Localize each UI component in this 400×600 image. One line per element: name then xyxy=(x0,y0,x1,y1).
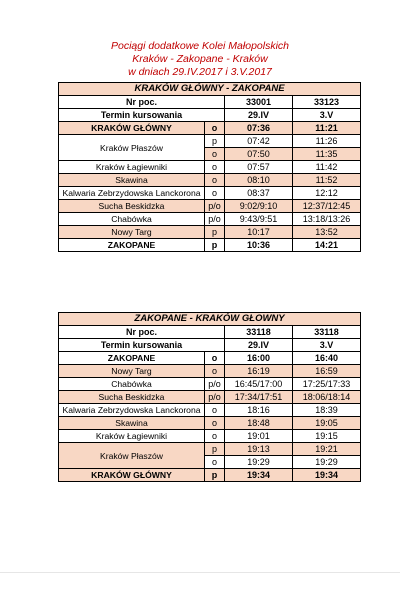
operating-dates-label: Termin kursowania xyxy=(59,339,225,352)
stop-type: p xyxy=(205,135,225,148)
station-name: ZAKOPANE xyxy=(59,239,205,252)
header-line-2: Kraków - Zakopane - Kraków xyxy=(132,53,268,65)
time-cell: 07:42 xyxy=(225,135,293,148)
table-row xyxy=(59,187,361,200)
time-cell: 07:50 xyxy=(225,148,293,161)
table-row xyxy=(59,378,361,391)
station-name: Sucha Beskidzka xyxy=(59,200,205,213)
operating-date: 29.IV xyxy=(225,109,293,122)
operating-date: 3.V xyxy=(293,109,361,122)
time-cell: 10:36 xyxy=(225,239,293,252)
station-name: Nowy Targ xyxy=(59,365,205,378)
stop-type: p xyxy=(205,469,225,482)
time-cell: 19:15 xyxy=(293,430,361,443)
time-cell: 16:59 xyxy=(293,365,361,378)
stop-type: p/o xyxy=(205,378,225,391)
time-cell: 19:13 xyxy=(225,443,293,456)
train-number: 33118 xyxy=(225,326,293,339)
time-cell: 07:57 xyxy=(225,161,293,174)
table-row xyxy=(59,443,361,456)
stop-type: p/o xyxy=(205,213,225,226)
time-cell: 18:16 xyxy=(225,404,293,417)
timetable-zakopane-krakow xyxy=(58,312,361,482)
time-cell: 19:34 xyxy=(225,469,293,482)
station-name: Kraków Płaszów xyxy=(59,443,205,469)
time-cell: 13:52 xyxy=(293,226,361,239)
time-cell: 18:06/18:14 xyxy=(293,391,361,404)
stop-type: p/o xyxy=(205,391,225,404)
time-cell: 9:02/9:10 xyxy=(225,200,293,213)
table-row xyxy=(59,122,361,135)
table-row xyxy=(59,404,361,417)
time-cell: 19:05 xyxy=(293,417,361,430)
timetable-krakow-zakopane xyxy=(58,82,361,252)
stop-type: p xyxy=(205,443,225,456)
train-number: 33118 xyxy=(293,326,361,339)
station-name: Skawina xyxy=(59,174,205,187)
station-name: Nowy Targ xyxy=(59,226,205,239)
time-cell: 16:19 xyxy=(225,365,293,378)
time-cell: 11:52 xyxy=(293,174,361,187)
stop-type: o xyxy=(205,148,225,161)
time-cell: 16:45/17:00 xyxy=(225,378,293,391)
time-cell: 17:34/17:51 xyxy=(225,391,293,404)
station-name: Sucha Beskidzka xyxy=(59,391,205,404)
table-row xyxy=(59,469,361,482)
stop-type: p/o xyxy=(205,200,225,213)
stop-type: p xyxy=(205,239,225,252)
time-cell: 12:37/12:45 xyxy=(293,200,361,213)
stop-type: p xyxy=(205,226,225,239)
table-row xyxy=(59,430,361,443)
table-row xyxy=(59,226,361,239)
train-number: 33001 xyxy=(225,96,293,109)
time-cell: 18:39 xyxy=(293,404,361,417)
station-name: Kraków Płaszów xyxy=(59,135,205,161)
header-line-1: Pociągi dodatkowe Kolei Małopolskich xyxy=(110,40,290,52)
station-name: Skawina xyxy=(59,417,205,430)
time-cell: 17:25/17:33 xyxy=(293,378,361,391)
time-cell: 19:34 xyxy=(293,469,361,482)
station-name: Chabówka xyxy=(59,213,205,226)
station-name: KRAKÓW GŁÓWNY xyxy=(59,469,205,482)
table-row xyxy=(59,161,361,174)
station-name: Kalwaria Zebrzydowska Lanckorona xyxy=(59,187,205,200)
time-cell: 07:36 xyxy=(225,122,293,135)
table-row xyxy=(59,365,361,378)
route-title: ZAKOPANE - KRAKÓW GŁOWNY xyxy=(59,313,361,326)
time-cell: 9:43/9:51 xyxy=(225,213,293,226)
station-name: Kraków Łagiewniki xyxy=(59,161,205,174)
table-row xyxy=(59,213,361,226)
time-cell: 11:26 xyxy=(293,135,361,148)
time-cell: 14:21 xyxy=(293,239,361,252)
stop-type: o xyxy=(205,352,225,365)
stop-type: o xyxy=(205,365,225,378)
operating-dates-label: Termin kursowania xyxy=(59,109,225,122)
time-cell: 18:48 xyxy=(225,417,293,430)
time-cell: 19:29 xyxy=(293,456,361,469)
station-name: KRAKÓW GŁÓWNY xyxy=(59,122,205,135)
stop-type: o xyxy=(205,122,225,135)
stop-type: o xyxy=(205,404,225,417)
announcement-header xyxy=(0,40,400,79)
time-cell: 08:10 xyxy=(225,174,293,187)
time-cell: 13:18/13:26 xyxy=(293,213,361,226)
table-row xyxy=(59,200,361,213)
page-divider xyxy=(0,572,400,573)
station-name: Chabówka xyxy=(59,378,205,391)
stop-type: o xyxy=(205,161,225,174)
operating-date: 29.IV xyxy=(225,339,293,352)
table-row xyxy=(59,391,361,404)
time-cell: 11:21 xyxy=(293,122,361,135)
time-cell: 08:37 xyxy=(225,187,293,200)
stop-type: o xyxy=(205,417,225,430)
route-title: KRAKÓW GŁÓWNY - ZAKOPANE xyxy=(59,83,361,96)
time-cell: 16:40 xyxy=(293,352,361,365)
train-number-label: Nr poc. xyxy=(59,326,225,339)
time-cell: 10:17 xyxy=(225,226,293,239)
table-row xyxy=(59,352,361,365)
stop-type: o xyxy=(205,430,225,443)
operating-date: 3.V xyxy=(293,339,361,352)
stop-type: o xyxy=(205,456,225,469)
station-name: Kalwaria Zebrzydowska Lanckorona xyxy=(59,404,205,417)
station-name: ZAKOPANE xyxy=(59,352,205,365)
time-cell: 11:35 xyxy=(293,148,361,161)
table-row xyxy=(59,417,361,430)
stop-type: o xyxy=(205,174,225,187)
time-cell: 16:00 xyxy=(225,352,293,365)
train-number: 33123 xyxy=(293,96,361,109)
station-name: Kraków Łagiewniki xyxy=(59,430,205,443)
time-cell: 11:42 xyxy=(293,161,361,174)
header-line-3: w dniach 29.IV.2017 i 3.V.2017 xyxy=(128,66,272,78)
table-row xyxy=(59,135,361,148)
time-cell: 12:12 xyxy=(293,187,361,200)
stop-type: o xyxy=(205,187,225,200)
table-row xyxy=(59,239,361,252)
time-cell: 19:01 xyxy=(225,430,293,443)
time-cell: 19:21 xyxy=(293,443,361,456)
table-row xyxy=(59,174,361,187)
train-number-label: Nr poc. xyxy=(59,96,225,109)
time-cell: 19:29 xyxy=(225,456,293,469)
